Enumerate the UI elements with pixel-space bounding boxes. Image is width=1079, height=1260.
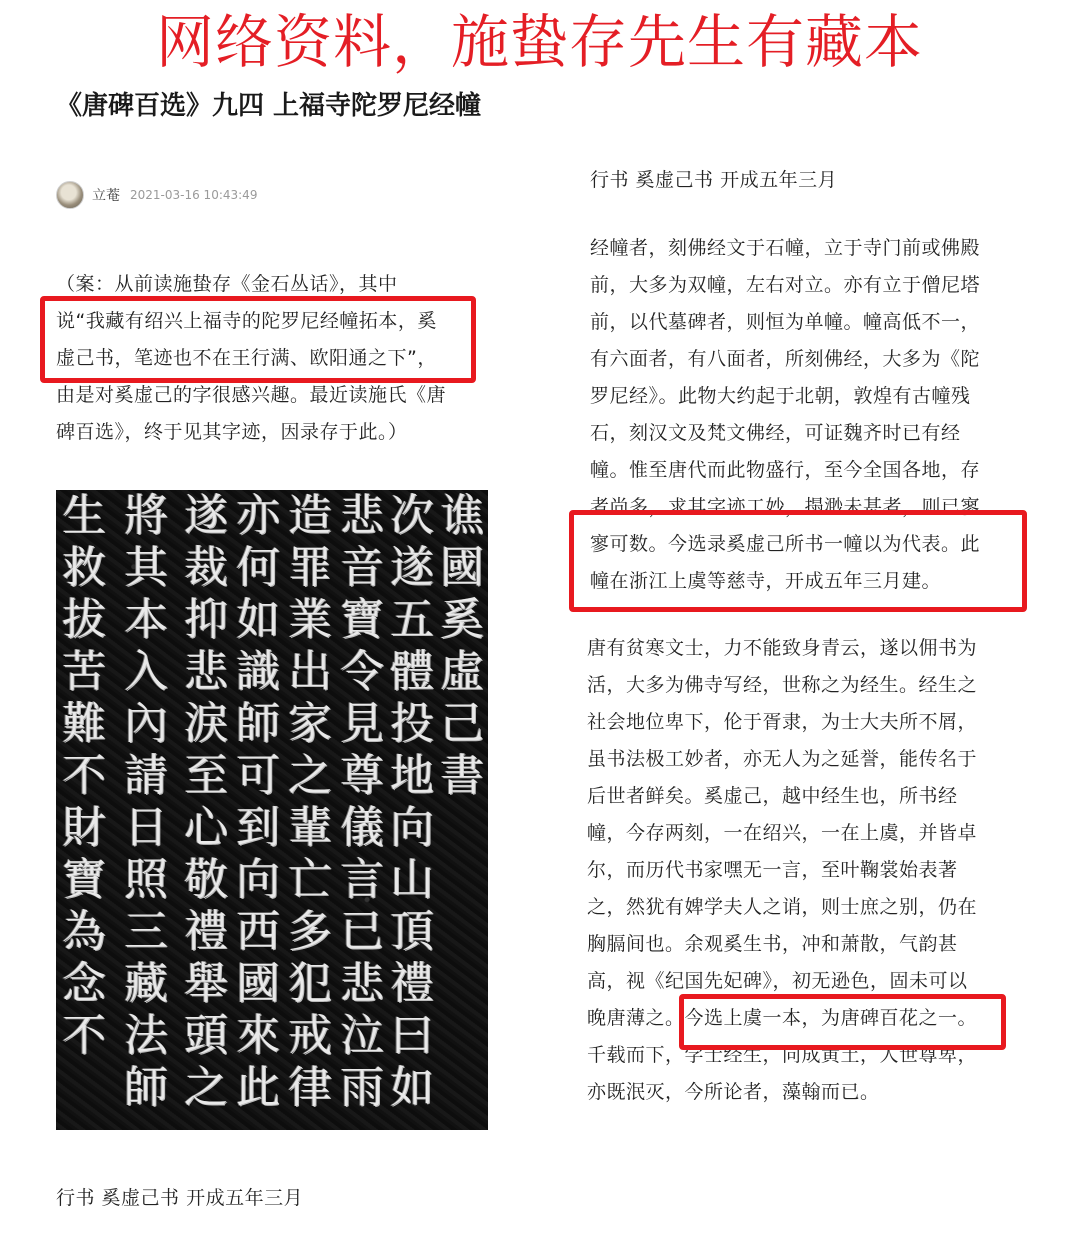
rubbing-column: 將其本入內請日照三藏法師: [124, 490, 168, 1113]
highlight-box-selection: [679, 994, 1006, 1050]
banner-title: 网络资料，施蛰存先生有藏本: [155, 8, 923, 76]
post-time: 2021-03-16 10:43:49: [130, 188, 258, 202]
article-title: 《唐碑百选》九四 上福寺陀罗尼经幢: [56, 91, 482, 121]
avatar[interactable]: [56, 181, 84, 209]
rubbing-column: 亦何如識師可到向西國來此: [236, 490, 280, 1113]
rubbing-column: 遂裁抑悲淚至心敬禮舉頭之: [184, 490, 228, 1113]
rubbing-image: [56, 490, 488, 1130]
body-paragraph-2: 唐有贫寒文士，力不能致身青云，遂以佣书为 活，大多为佛寺写经，世称之为经生。经生之 社会地位卑下，伦于胥隶，为士大夫所不屑， 虽书法极工妙者，亦无人为之延誉，能传名于 后世者鲜矣。奚虚己，越中经生也，所书经 幢，今存两刻，一在绍兴，一在上虞，并皆卓 尔，而历代书家嘿无一言，至叶鞠裳始表著 之，然犹有婢学夫人之诮，则士庶之别，仍在 胸膈间也。余观奚生书，冲和萧散，气韵甚 高，视《纪国先妃碑》，初无逊色，固未可以 晚唐薄之。今选上虞一本，为唐碑百花之一。 千载而下，学士经生，同成黄土，人世尊卑， 亦既泯灭，今所论者，藻翰而已。: [587, 637, 978, 1103]
author-name[interactable]: 立菴: [92, 188, 120, 204]
highlight-box-intro: [40, 296, 476, 383]
rubbing-column: 谯國奚虛己書: [440, 490, 484, 801]
rubbing-column: 生救拔苦難不財寶為念不: [62, 490, 106, 1061]
rubbing-column: 造罪業出家之輩亡多犯戒律: [288, 490, 332, 1113]
author-row: [56, 180, 257, 210]
rubbing-column: 悲音寶令見尊儀言已悲泣雨: [340, 490, 384, 1113]
rubbing-column: 次遂五體投地向山頂禮曰如: [390, 490, 434, 1113]
body-paragraph-1: 经幢者，刻佛经文于石幢，立于寺门前或佛殿 前，大多为双幢，左右对立。亦有立于僧尼塔 前，以代墓碑者，则恒为单幢。幢高低不一， 有六面者，有八面者，所刻佛经，大多为《陀 罗尼经》。此物大约起于北朝，敦煌有古幢残 石，刻汉文及梵文佛经，可证魏齐时已有经 幢。惟至唐代而此物盛行，至今全国各地，存 者尚多，求其字迹工妙，搨渺未甚者，则已寥 寥可数。今选录奚虚己所书一幢以为代表。此 幢在浙江上虞等慈寺，开成五年三月建。: [590, 237, 981, 592]
highlight-box-representative: [569, 510, 1027, 612]
right-caption: 行书 奚虚己书 开成五年三月: [590, 169, 838, 191]
image-caption: 行书 奚虚己书 开成五年三月: [56, 1187, 304, 1209]
intro-paragraph: （案：从前读施蛰存《金石丛话》，其中 说“我藏有绍兴上福寺的陀罗尼经幢拓本，奚 虚己书，笔迹也不在王行满、欧阳通之下”， 由是对奚虚己的字很感兴趣。最近读施氏《唐 碑百选》，终于见其字迹，因录存于此。）: [56, 273, 447, 443]
